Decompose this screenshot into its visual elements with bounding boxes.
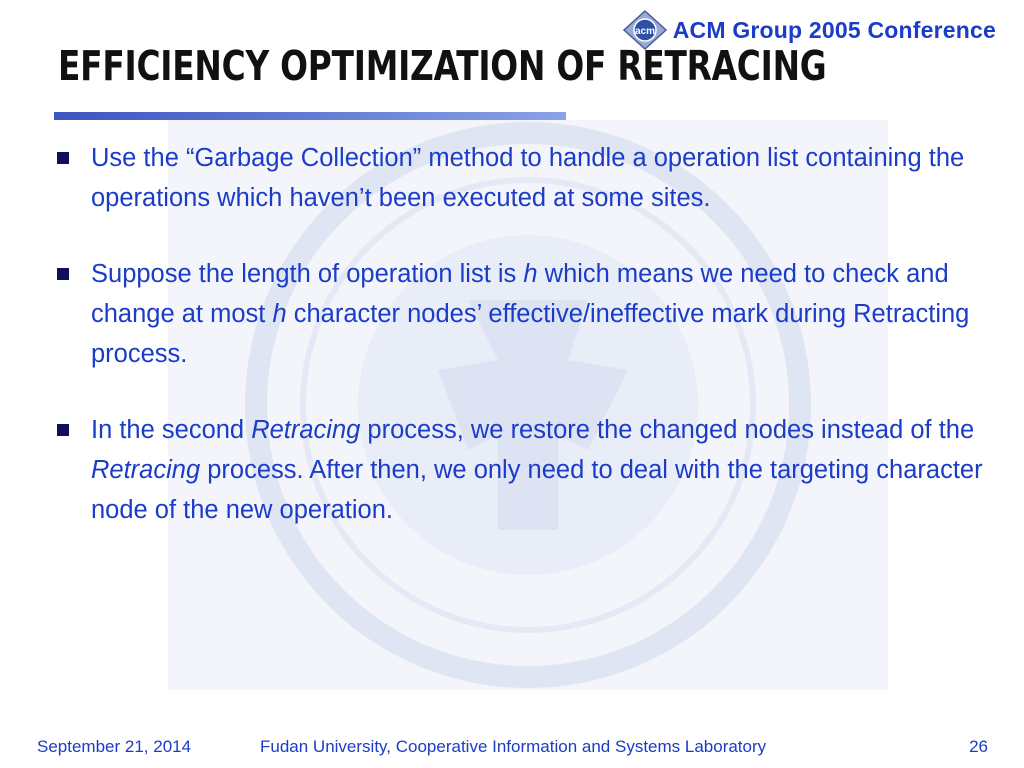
- slide-footer: [0, 733, 1024, 761]
- bullet-text: Use the “Garbage Collection” method to handle a operation list containing the operations which haven’t been executed at some sites.: [91, 144, 965, 212]
- slide-title: EFFICIENCY OPTIMIZATION OF RETRACING: [58, 42, 827, 90]
- emphasis-retracing: Retracing: [91, 456, 201, 484]
- bullet-item: [55, 254, 1000, 374]
- bullet-text: process. After then, we only need to deal with the targeting character node of the new operation.: [91, 456, 983, 524]
- bullet-item: [55, 410, 1000, 530]
- bullet-text: process, we restore the changed nodes instead of the: [360, 416, 975, 444]
- acm-logo-text: acm: [634, 26, 655, 37]
- footer-organization: Fudan University, Cooperative Information and Systems Laboratory: [260, 737, 767, 756]
- variable-h: h: [523, 260, 538, 288]
- page-number: 26: [969, 737, 988, 756]
- bullet-text: In the second: [91, 416, 252, 444]
- bullet-text: which means we need to check and change at most: [91, 260, 949, 328]
- bullet-list: [55, 138, 1000, 566]
- square-bullet-icon: [57, 268, 69, 280]
- bullet-text: character nodes’ effective/ineffective mark during Retracting process.: [91, 300, 970, 368]
- square-bullet-icon: [57, 152, 69, 164]
- bullet-text: Suppose the length of operation list is: [91, 260, 524, 288]
- bullet-item: [55, 138, 1000, 218]
- variable-h: h: [272, 300, 287, 328]
- emphasis-retracing: Retracing: [251, 416, 361, 444]
- title-underline: [54, 112, 566, 120]
- square-bullet-icon: [57, 424, 69, 436]
- conference-title: ACM Group 2005 Conference: [672, 16, 996, 43]
- footer-date: September 21, 2014: [37, 737, 192, 756]
